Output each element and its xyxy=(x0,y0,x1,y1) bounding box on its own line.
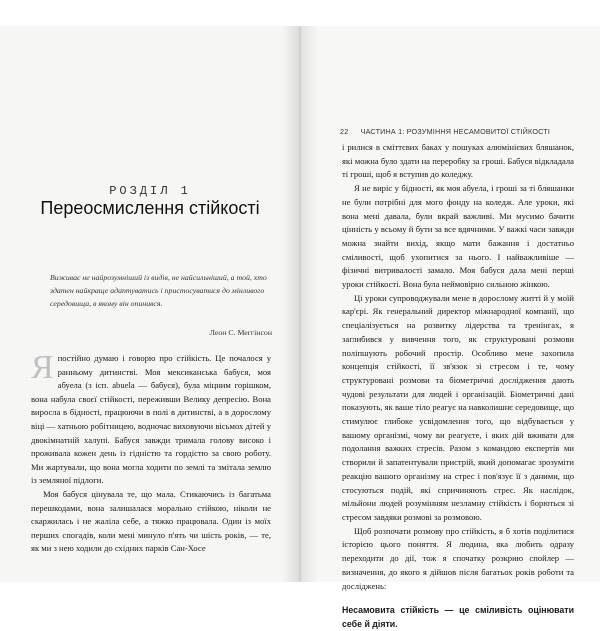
paragraph: Я не виріс у бідності, як моя абуела, і гроші за ті бляшанки не були потрібні для мого фонду на коледж. Але уроки, які вона мені давала, були вкрай важливі. Ми мусимо бачити цінність у всьому й бути за все вдячними. У важкі часи завжди можна знайти вихід, якщо мати бажання і достатньо сміливості, щоб ухопитися за нього. І найважливіше — фізичні витривалості замало. Моя бабуся дала мені перші уроки стійкості. Вона була неймовірно сильною жінкою. xyxy=(342,183,574,290)
paragraph: Ці уроки супроводжували мене в дорослому житті й у моїй кар'єрі. Як генеральний директор міжнародної компанії, що спеціалізується на розвитку лідерства та тренінгах, я заглибився у вивчення того, як структуровані розмови поліпшують робочий простір. Особливо мене захопила концепція стійкості, її зв'язок зі стресом і те, чому структуровані розмови та біометричні дослідження дають чудові результати для людей і організацій. Біометричні дані показують, як ваше тіло реагує на навколишнє середовище, що стимулює глибоке усвідомлення того, що відбувається у вашому організмі, чому ви реагуєте, і яких дій вживати для подолання важких стресів. Разом з командою експертів ми створили й запатентували пристрій, який допомагає зрозуміти реакцію вашого організму на стрес і пов'язує її з даними, що стосуються подій, які спричиняють стрес. Як наслідок, мільйони людей розумінням незламну стійкість і борються зі стресом завдяки розмові за розмовою. xyxy=(342,292,574,522)
paragraph: і рилися в сміттєвих баках у пошуках алюмінієвих бляшанок, які можна було здати на переробку за гроші. Бабуся відкладала ті гроші, щоб я вступив до коледжу. xyxy=(342,142,574,180)
epigraph-text: Виживає не найрозумніший із видів, не найсильніший, а той, хто здатен найкраще адаптуватись і пристосуватися до мінливого середовища, в якому він опинився. xyxy=(50,273,267,308)
paragraph: Моя бабуся цінувала те, що мала. Стикаючись із багатьма перешкодами, вона залишалася морально стійкою, ніколи не скаржилась і не жаліла себе, а тяжко працювала. Один із моїх перших спогадів, коли мені минуло п'ять чи шість років, — те, як ми з нею ходили до східних парків Сан-Хосе xyxy=(31,488,271,554)
definition-text: Несамовита стійкість — це сміливість оцінювати себе й діяти. xyxy=(342,605,574,630)
running-head xyxy=(340,127,550,136)
paragraph: Щоб розпочати розмову про стійкість, я б хотів поділитися історією цього поняття. Я людина, яка любить одразу переходити до дії, тож я спочатку розкрию спойлер — визначення, до якого я дійшов після багатьох років роботи та досліджень: xyxy=(342,525,574,591)
left-page xyxy=(0,26,300,582)
chapter-title: Переосмислення стійкості xyxy=(40,198,260,218)
right-page xyxy=(300,26,600,630)
running-head-title: ЧАСТИНА 1: РОЗУМІННЯ НЕСАМОВИТОЇ СТІЙКОСТІ xyxy=(360,127,551,136)
chapter-label: РОЗДІЛ 1 xyxy=(109,184,191,198)
paragraph-text: постійно думаю і говорю про стійкість. Це почалося у ранньому дитинстві. Моя мексиканська бабуся, моя абуела (з ісп. abuela — бабуся), була міцним горішком, вона набула своєї стійкості, переживши Велику депресію. Вона виросла в бідності, працюючи в полі в дитинстві, а в дорослому віці — хатньою робітницею, водночас виховуючи вісьмох дітей у двокімнатній халупі. Бабуся завжди тримала голову високо і проживала кожен день із гідністю та гордістю за свою роботу. Ми жартували, що вона могла ходити по землі та змітала землю із земляної підлоги. xyxy=(31,353,271,486)
left-body-text xyxy=(31,349,271,556)
paragraph xyxy=(31,349,271,488)
epigraph-author: Леон С. Меггінсон xyxy=(209,328,272,337)
page-number: 22 xyxy=(340,127,349,136)
drop-cap: Я xyxy=(31,349,54,386)
right-body-text xyxy=(342,141,574,631)
